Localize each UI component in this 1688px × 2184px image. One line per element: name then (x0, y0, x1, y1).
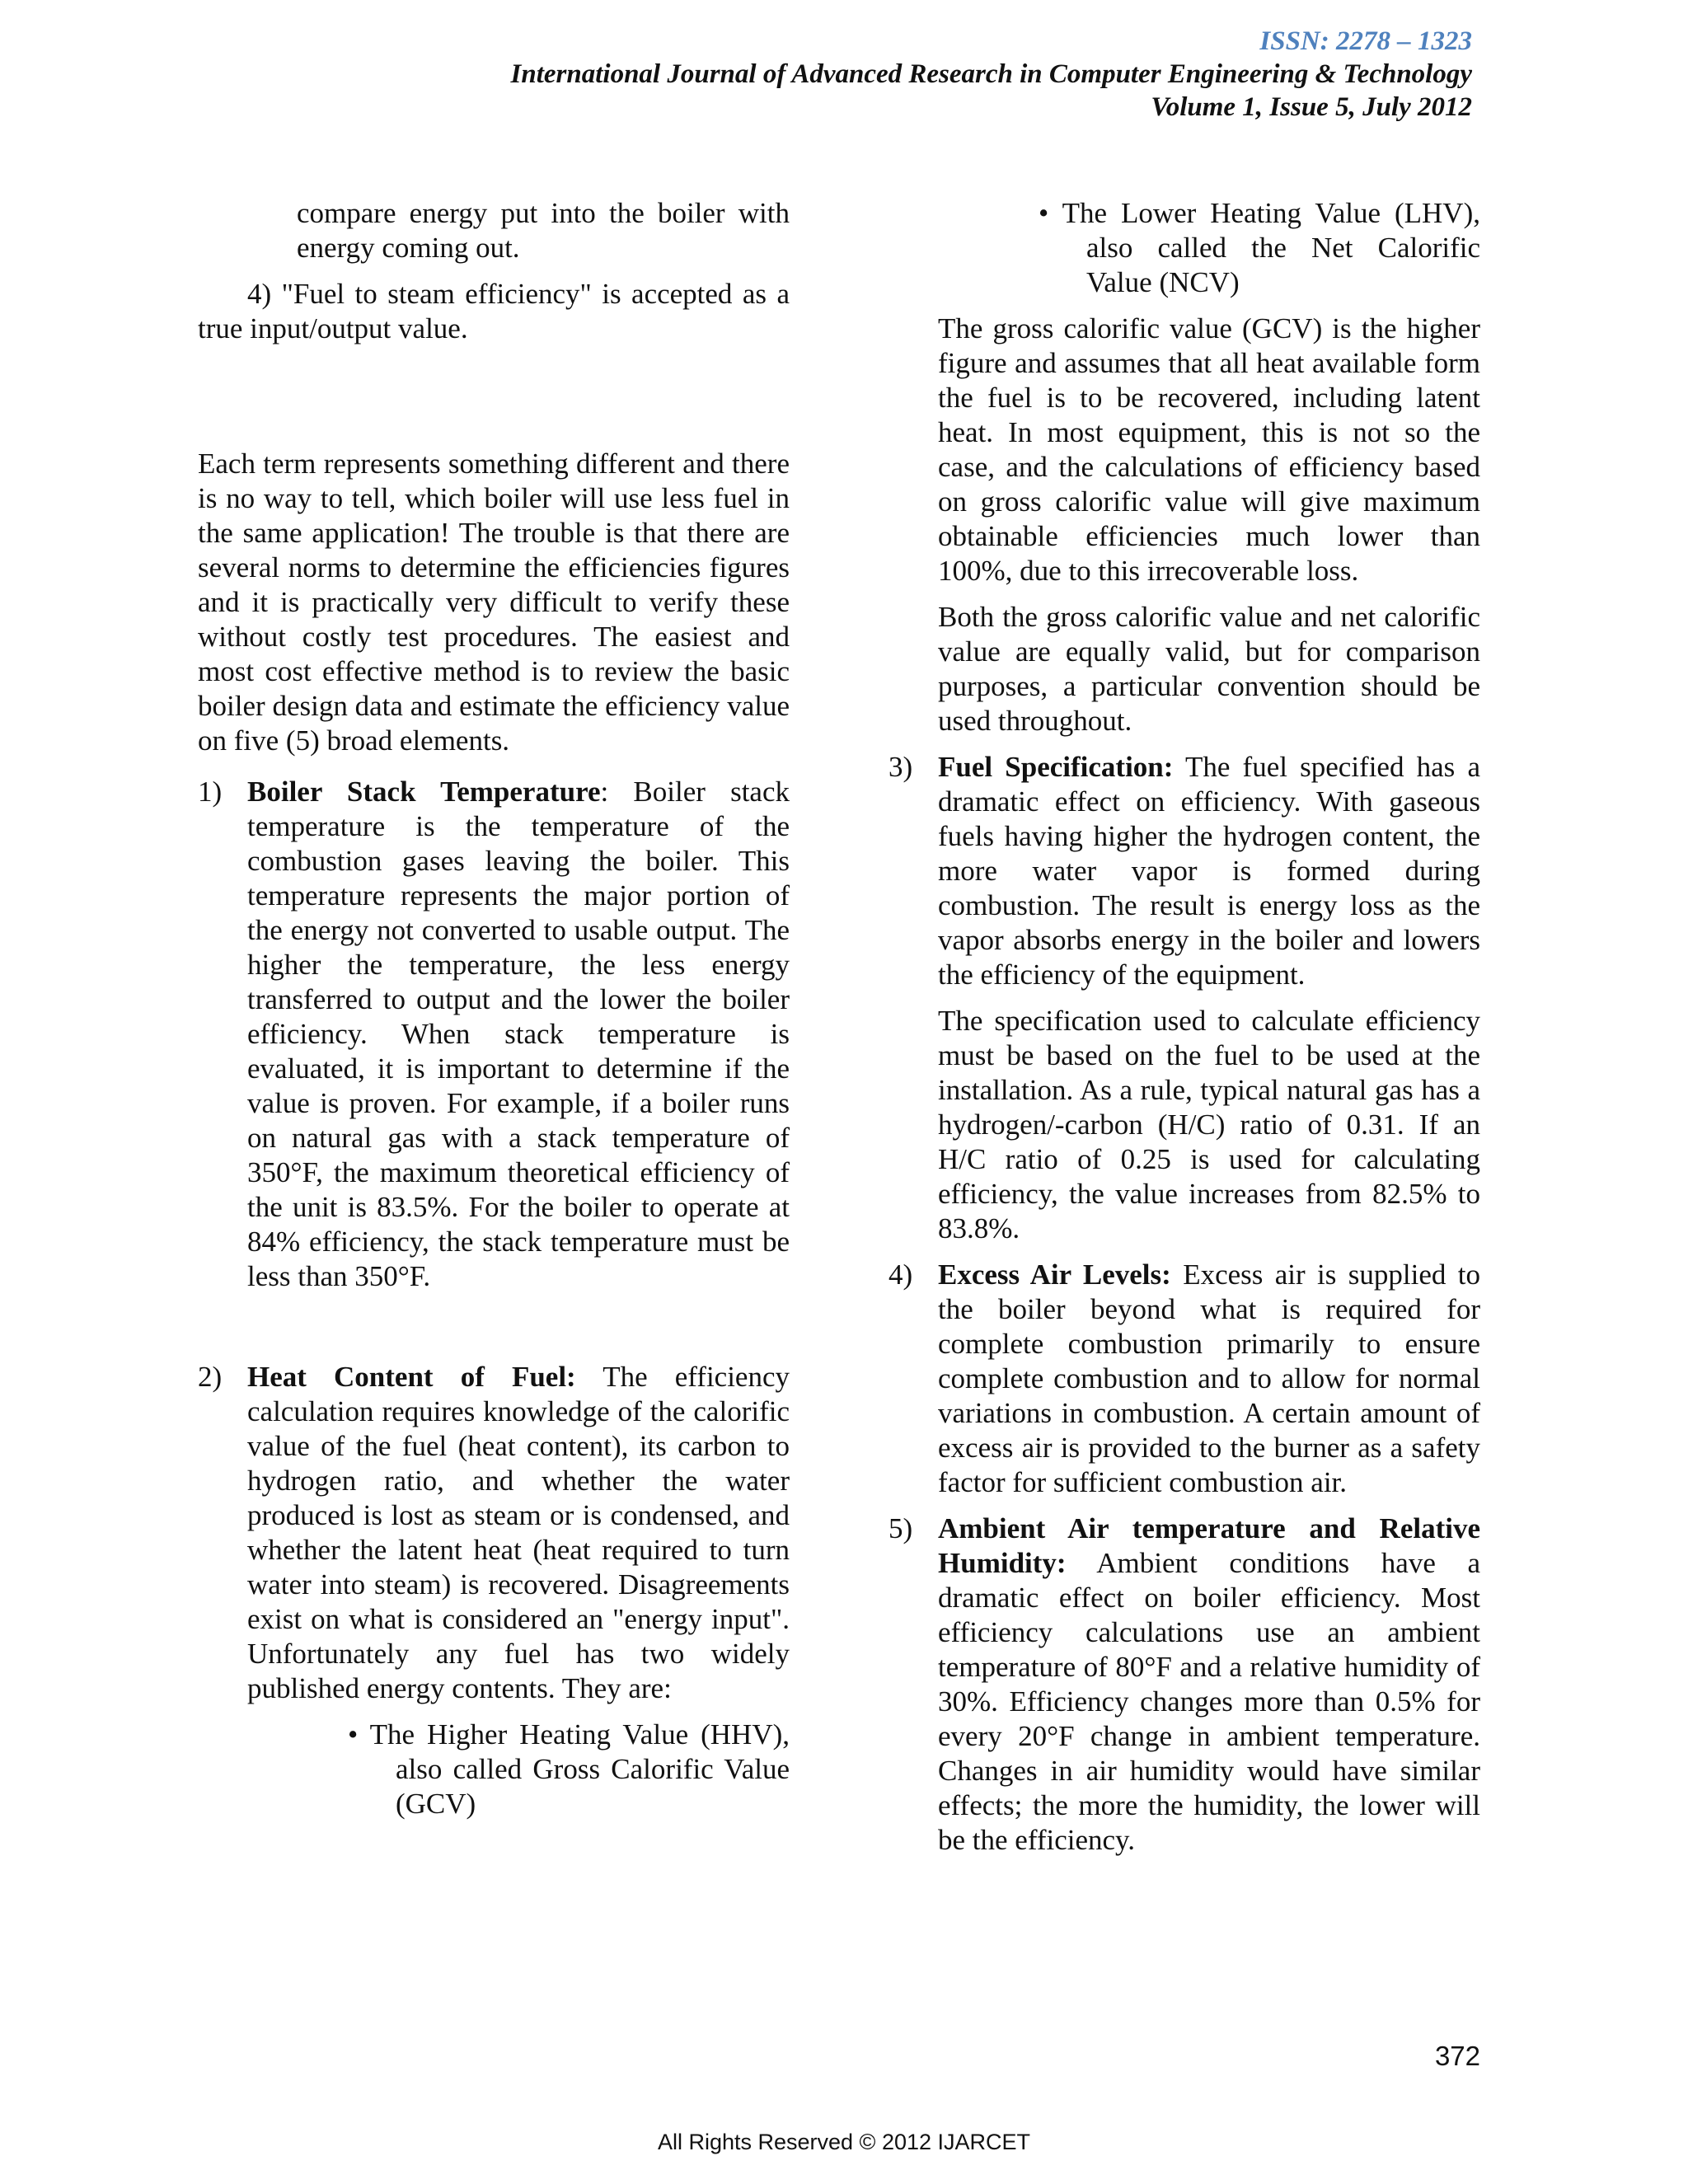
element-3-title: Fuel Specification: (938, 751, 1174, 783)
element-2-text: The efficiency calculation requires knowledge of the calorific value of the fuel (heat content), its carbon to hydrogen ratio, and whether the water produced is lost as steam or is condensed, and whether the latent heat (heat required to turn water into steam) is recovered. Disagreements exist on what is considered an "energy input". Unfortunately any fuel has two widely published energy contents. They are: (247, 1361, 790, 1704)
element-4-number: 4) (889, 1258, 913, 1291)
element-4-title: Excess Air Levels: (938, 1258, 1171, 1291)
journal-header (511, 25, 1472, 124)
bullet-lhv: • The Lower Heating Value (LHV), also called the Net Calorific Value (NCV) (1039, 197, 1480, 298)
page-number: 372 (1434, 2041, 1480, 2071)
element-5-title: Ambient Air temperature and Relative Humidity: (938, 1512, 1480, 1579)
right-column (889, 196, 1480, 1858)
element-3-fuel-specification (889, 750, 1480, 992)
element-5-number: 5) (889, 1512, 913, 1544)
issn: ISSN: 2278 – 1323 (1259, 26, 1472, 56)
element-5-ambient-air (889, 1511, 1480, 1858)
volume-issue: Volume 1, Issue 5, July 2012 (1151, 92, 1472, 122)
gcv-paragraph: The gross calorific value (GCV) is the higher figure and assumes that all heat available form the fuel is to be recovered, including latent heat. In most equipment, this is not so the case, and the calculations of efficiency based on gross calorific value will give maximum obtainable efficiencies much lower than 100%, due to this irrecoverable loss. (938, 312, 1480, 587)
element-1-title: Boiler Stack Temperature (247, 776, 601, 808)
element-1-text: : Boiler stack temperature is the temperature of the combustion gases leaving the boiler. This temperature represents the major portion of the energy not converted to usable output. The higher the temperature, the less energy transferred to output and the lower the boiler efficiency. When stack temperature is evaluated, it is important to determine if the value is proven. For example, if a boiler runs on natural gas with a stack temperature of 350°F, the maximum theoretical efficiency of the unit is 83.5%. For the boiler to operate at 84% efficiency, the stack temperature must be less than 350°F. (247, 776, 790, 1292)
specification-paragraph: The specification used to calculate efficiency must be based on the fuel to be used at the installation. As a rule, typical natural gas has a hydrogen/-carbon (H/C) ratio of 0.31. If an H/C ratio of 0.25 is used for calculating efficiency, the value increases from 82.5% to 83.8%. (938, 1005, 1480, 1244)
left-column (198, 196, 790, 1821)
element-5-text: Ambient conditions have a dramatic effect on boiler efficiency. Most efficiency calculations use an ambient temperature of 80°F and a relative humidity of 30%. Efficiency changes more than 0.5% for every 20°F change in ambient temperature. Changes in air humidity would have similar effects; the more the humidity, the lower will be the efficiency. (938, 1547, 1480, 1856)
element-2-title: Heat Content of Fuel: (247, 1361, 576, 1393)
element-4-excess-air (889, 1258, 1480, 1500)
bullet-hhv: • The Higher Heating Value (HHV), also called Gross Calorific Value (GCV) (348, 1718, 790, 1820)
element-1-stack-temperature (198, 775, 790, 1294)
continued-text: compare energy put into the boiler with energy coming out. (297, 197, 790, 264)
footer-copyright: All Rights Reserved © 2012 IJARCET (657, 2130, 1031, 2154)
element-1-number: 1) (198, 776, 223, 808)
element-3-text: The fuel specified has a dramatic effect on efficiency. With gaseous fuels having higher the hydrogen content, the more water vapor is formed during combustion. The result is energy loss as the vapor absorbs energy in the boiler and lowers the efficiency of the equipment. (938, 751, 1480, 991)
intro-paragraph: Each term represents something different and there is no way to tell, which boiler will use less fuel in the same application! The trouble is that there are several norms to determine the efficiencies figures and it is practically very difficult to verify these without costly test procedures. The easiest and most cost effective method is to review the basic boiler design data and estimate the efficiency value on five (5) broad elements. (198, 448, 790, 757)
gcv-ncv-paragraph: Both the gross calorific value and net calorific value are equally valid, but for comparison purposes, a particular convention should be used throughout. (938, 601, 1480, 737)
element-2-number: 2) (198, 1361, 223, 1393)
element-4-text: Excess air is supplied to the boiler beyond what is required for complete combustion primarily to ensure complete combustion and to allow for normal variations in combustion. A certain amount of excess air is provided to the burner as a safety factor for sufficient combustion air. (938, 1258, 1480, 1498)
element-2-heat-content (198, 1360, 790, 1706)
journal-title: International Journal of Advanced Research in Computer Engineering & Technology (510, 59, 1472, 89)
item-4-fuel-to-steam: 4) "Fuel to steam efficiency" is accepted as a true input/output value. (198, 278, 790, 344)
element-3-number: 3) (889, 751, 913, 783)
